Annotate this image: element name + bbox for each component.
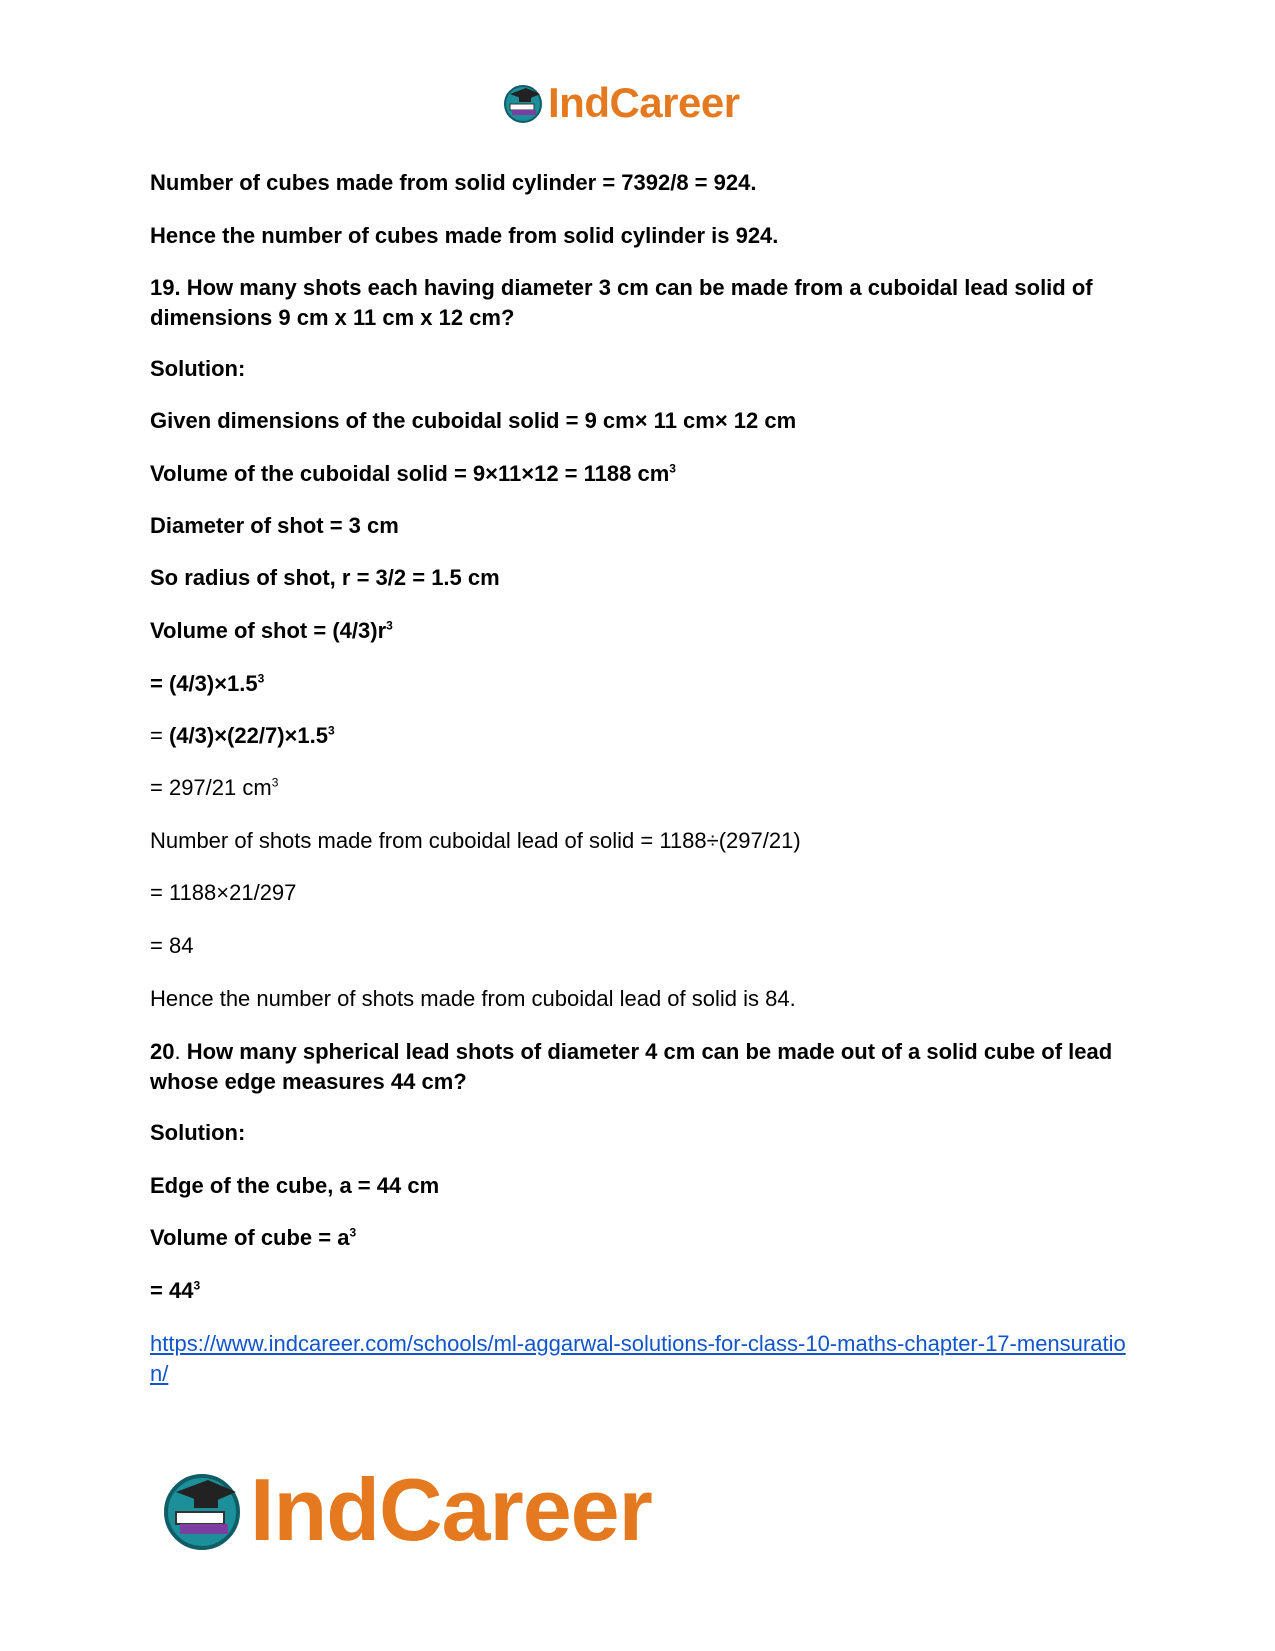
- text-line: Given dimensions of the cuboidal solid = 9 cm× 11 cm× 12 cm: [150, 408, 797, 433]
- logo-text: IndCareer: [250, 1460, 652, 1559]
- text-line: = $(4/3)\times(22/7)\times 1.5^3$: [150, 723, 335, 748]
- text-line: Hence the number of cubes made from solid cylinder is 924.: [150, 223, 779, 248]
- source-link[interactable]: https://www.indcareer.com/schools/ml-aggarwal-solutions-for-class-10-maths-chapter-17-mensuration/: [150, 1331, 1126, 1386]
- text-line: = 1188×21/297: [150, 880, 297, 905]
- text-line: Volume of shot = $(4/3)r^3$: [150, 618, 393, 643]
- text-line: = 297/21 $cm^3$: [150, 775, 279, 800]
- question-20: 20. How many spherical lead shots of diameter 4 cm can be made out of a solid cube of lead whose edge measures 44 cm?: [150, 1039, 1113, 1094]
- text-line: Edge of the cube, a = 44 cm: [150, 1173, 440, 1198]
- text-line: Diameter of shot = 3 cm: [150, 513, 399, 538]
- text-line: Hence the number of shots made from cuboidal lead of solid is 84.: [150, 986, 796, 1011]
- footer-link-container: [150, 1329, 1130, 1389]
- text-line: = $(4/3)\times 1.5^3$: [150, 671, 265, 696]
- header-logo: [502, 80, 740, 126]
- text-line: So radius of shot, r = 3/2 = 1.5 cm: [150, 565, 500, 590]
- solution-heading: Solution:: [150, 1120, 246, 1145]
- question-19: 19. How many shots each having diameter 3 cm can be made from a cuboidal lead solid of dimensions 9 cm x 11 cm x 12 cm?: [150, 275, 1093, 330]
- graduation-globe-icon: [502, 82, 544, 124]
- text-line: Volume of cube = $a^3$: [150, 1225, 357, 1250]
- graduation-globe-icon: [160, 1468, 244, 1552]
- logo-text: IndCareer: [548, 79, 740, 126]
- text-line: Number of shots made from cuboidal lead of solid = 1188÷(297/21): [150, 828, 801, 853]
- text-line: = 84: [150, 933, 194, 958]
- solution-heading: Solution:: [150, 356, 246, 381]
- text-line: Number of cubes made from solid cylinder = 7392/8 = 924.: [150, 170, 757, 195]
- text-line: Volume of the cuboidal solid = 9×11×12 = 1188 $cm^3$: [150, 461, 676, 486]
- text-line: = $44^3$: [150, 1278, 201, 1303]
- footer-logo: [160, 1460, 652, 1559]
